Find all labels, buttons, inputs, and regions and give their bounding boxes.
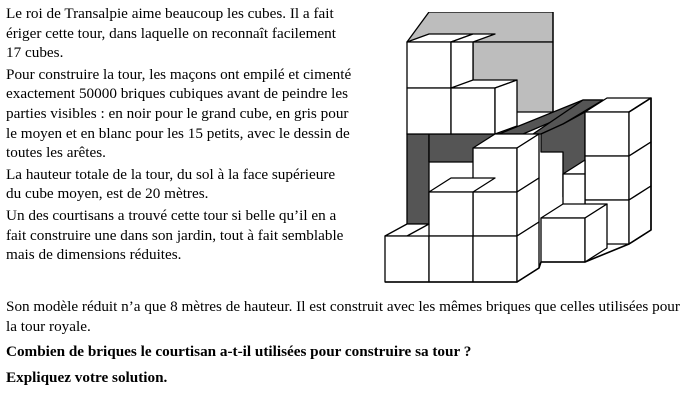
model-description: Son modèle réduit n’a que 8 mètres de hauteur. Il est construit avec les mêmes briques que celles utilisées pour la tour royale. — [6, 298, 680, 335]
small-cube-front — [385, 236, 429, 282]
small-cube-front — [407, 88, 451, 134]
intro-paragraph-2: Pour construire la tour, les maçons ont empilé et cimenté exactement 50000 briques cubiques avant de peindre les parties visibles : en noir pour le grand cube, en gris pour le moyen et en blanc pour les 15 petits, avec le dessin de toutes les arêtes. — [6, 65, 352, 162]
small-cube-side — [495, 80, 517, 134]
small-cube-front — [429, 236, 473, 282]
small-cube-front — [429, 192, 473, 236]
intro-paragraph-3: La hauteur totale de la tour, du sol à la face supérieure du cube moyen, est de 20 mètres. — [6, 165, 336, 203]
small-cube-front — [473, 192, 517, 236]
small-cube-top-face — [385, 224, 429, 236]
intro-paragraph-4: Un des courtisans a trouvé cette tour si belle qu’il en a fait construire une dans son jardin, tout à fait semblable mais de dimensions réduites. — [6, 206, 344, 264]
small-cube-front — [451, 88, 495, 134]
small-cube-front — [585, 112, 629, 156]
small-cube-front — [541, 218, 585, 262]
instruction-text: Expliquez votre solution. — [6, 368, 168, 386]
cube-tower-figure — [383, 12, 658, 284]
small-cube-front — [585, 156, 629, 200]
question-section — [6, 297, 694, 393]
small-cube-front — [473, 236, 517, 282]
large-cube-front — [407, 134, 429, 224]
small-cube-front — [407, 42, 451, 88]
problem-statement — [6, 4, 352, 267]
main-question: Combien de briques le courtisan a-t-il utilisées pour construire sa tour ? — [6, 343, 472, 361]
intro-paragraph-1: Le roi de Transalpie aime beaucoup les cubes. Il a fait ériger cette tour, dans laquelle on reconnaît facilement 17 cubes. — [6, 5, 336, 62]
